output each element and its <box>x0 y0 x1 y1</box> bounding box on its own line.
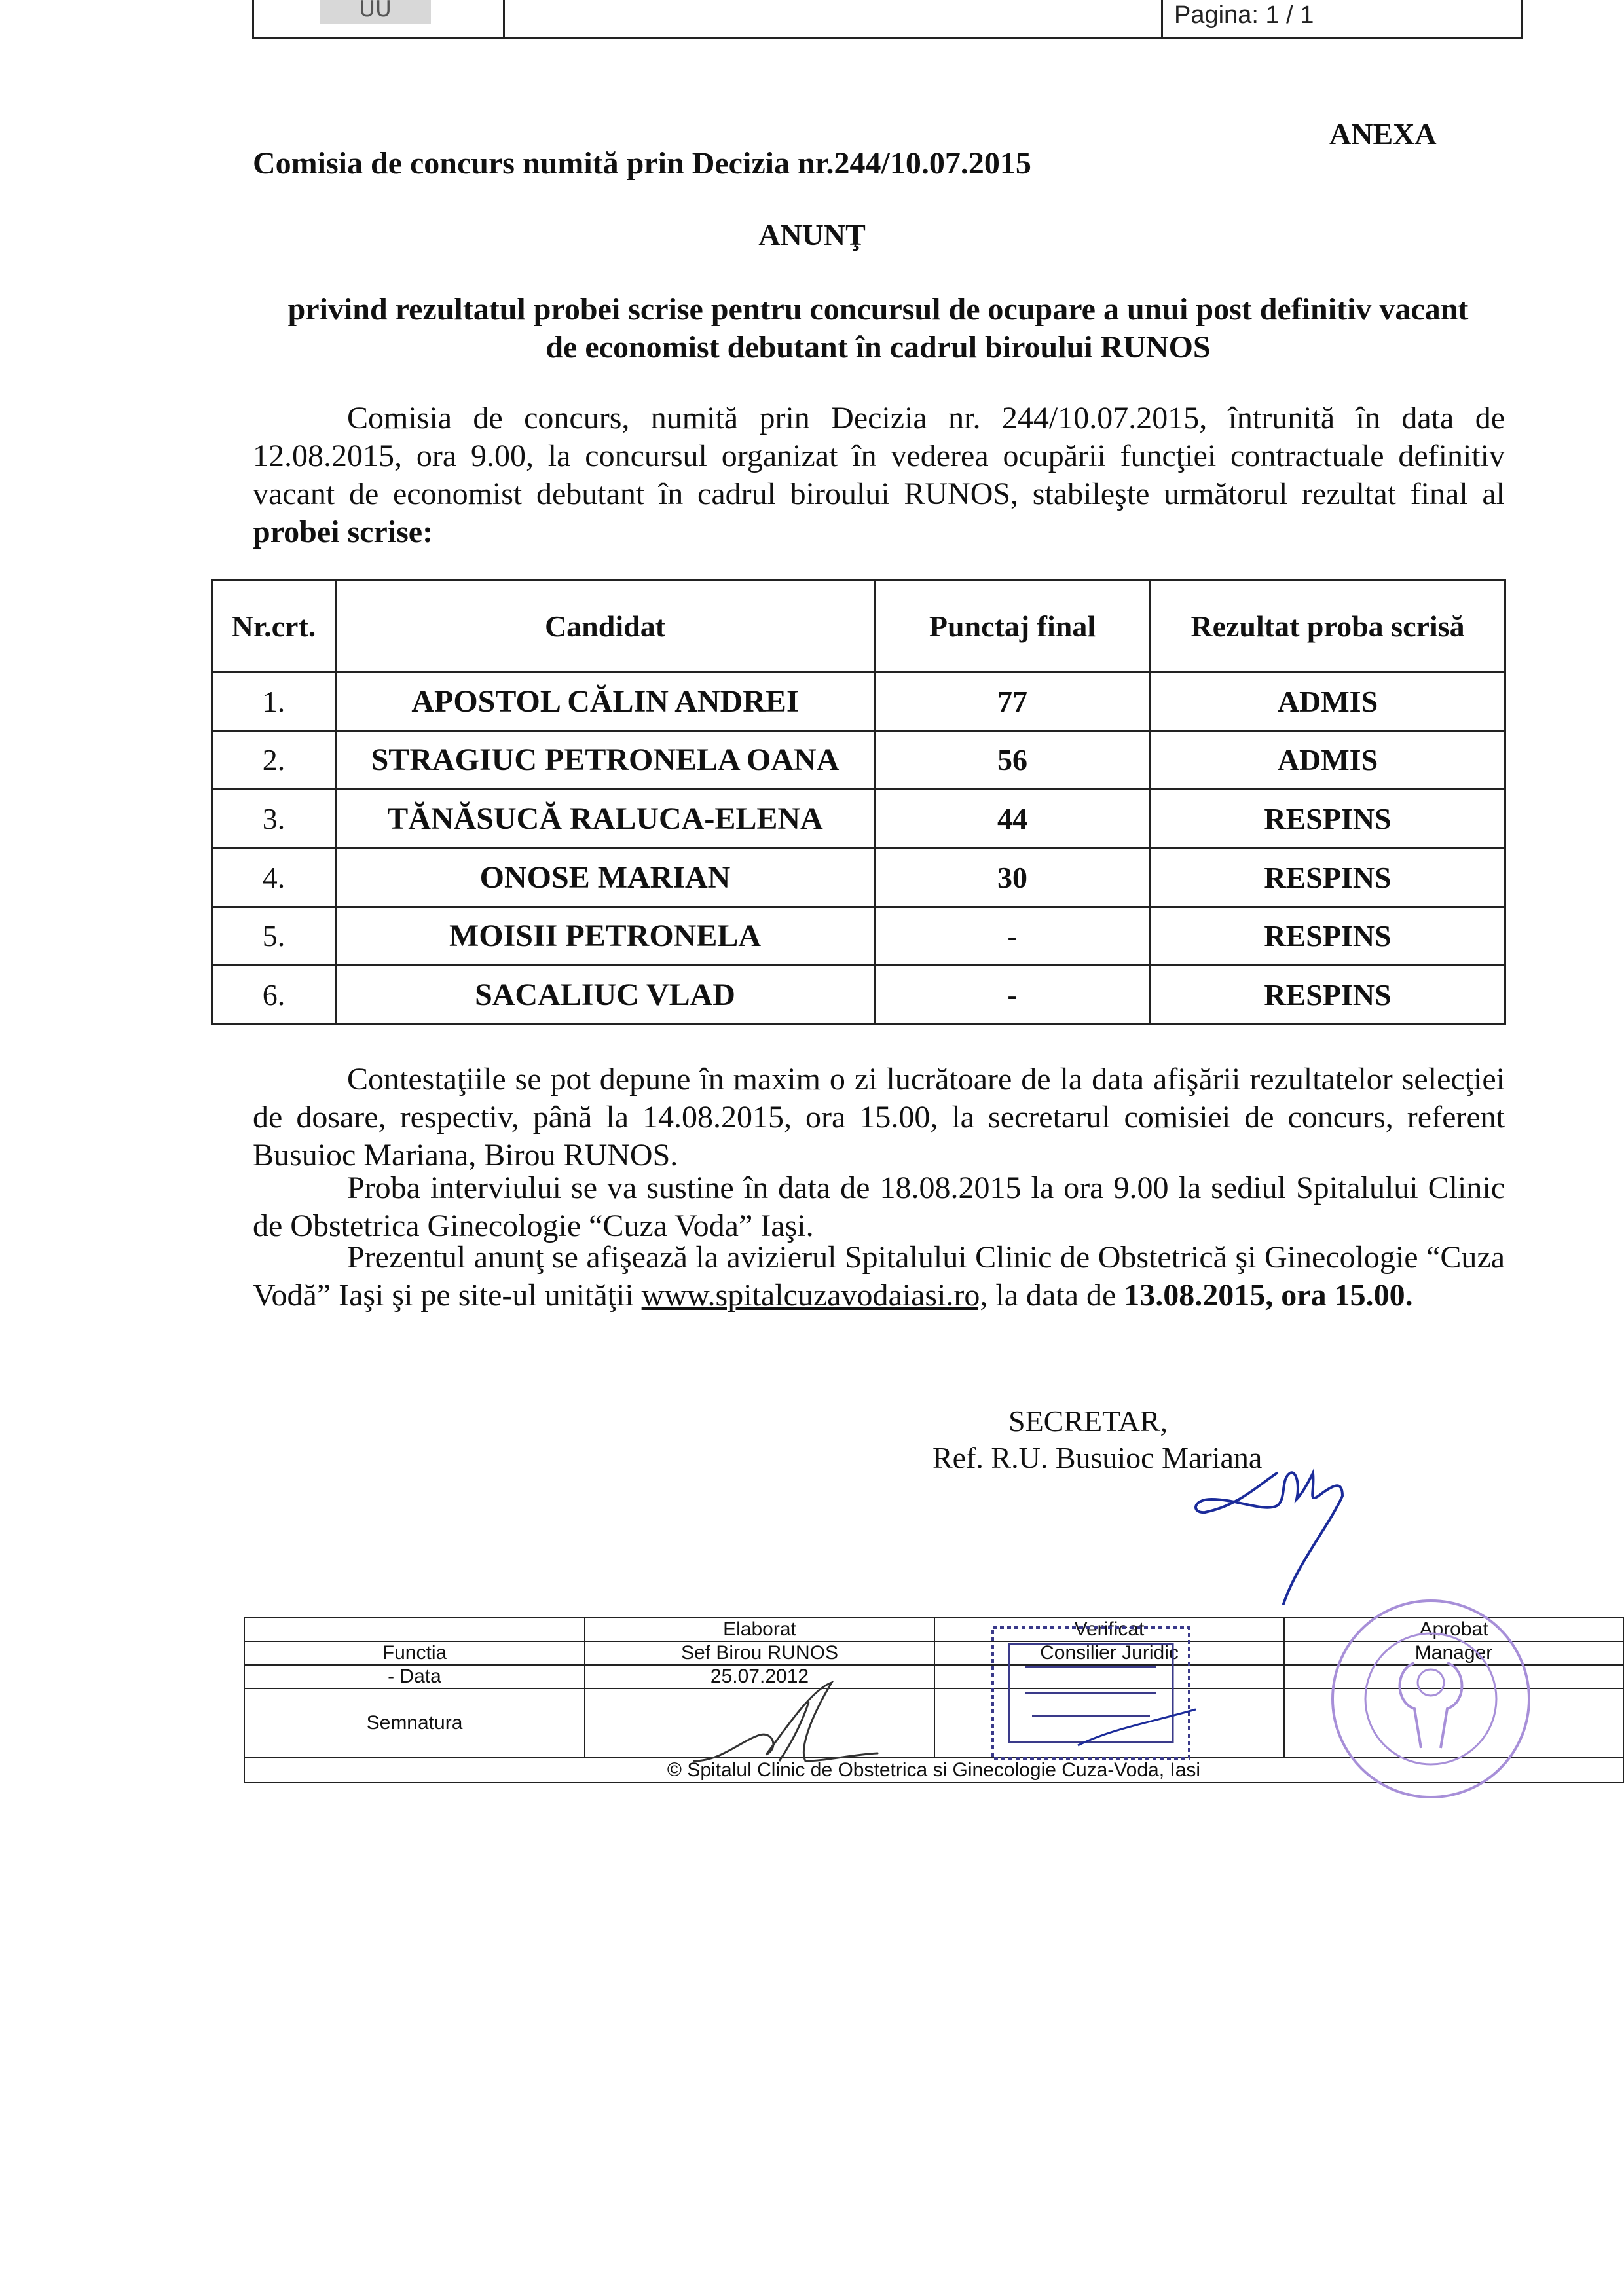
cell-candidate: SACALIUC VLAD <box>336 966 875 1025</box>
table-header-row <box>212 580 1505 672</box>
elaborat-signature <box>681 1663 891 1781</box>
footer-verificat-functia: Consilier Juridic <box>934 1641 1284 1665</box>
cell-candidate: ONOSE MARIAN <box>336 848 875 907</box>
cell-nr: 1. <box>212 672 336 731</box>
header-strip <box>252 0 1523 39</box>
column-header-result: Rezultat proba scrisă <box>1151 580 1505 672</box>
footer-col-aprobat: Aprobat <box>1284 1618 1623 1641</box>
cell-result: ADMIS <box>1151 672 1505 731</box>
cell-score: - <box>875 907 1151 966</box>
posting-date: 13.08.2015, ora 15.00. <box>1124 1278 1413 1313</box>
website-link[interactable]: www.spitalcuzavodaiasi.ro, <box>641 1278 988 1313</box>
cell-score: 44 <box>875 790 1151 848</box>
legal-stamp-icon <box>980 1588 1202 1791</box>
secretary-name: Ref. R.U. Busuioc Mariana <box>932 1441 1263 1474</box>
cell-result: RESPINS <box>1151 907 1505 966</box>
cell-score: 30 <box>875 848 1151 907</box>
document-subject <box>253 291 1504 367</box>
document-heading: ANUNŢ <box>758 218 866 251</box>
footer-col-elaborat: Elaborat <box>585 1618 934 1641</box>
subject-line-2: de economist debutant în cadrul biroului RUNOS <box>545 330 1211 365</box>
cell-result: ADMIS <box>1151 731 1505 790</box>
footer-row-semnatura: Semnatura <box>244 1688 585 1758</box>
cell-nr: 2. <box>212 731 336 790</box>
contest-paragraph: Contestaţiile se pot depune în maxim o zi lucrătoare de la data afişării rezultatelor selecţiei de dosare, respectiv, până la 14.08.2015, ora 15.00, la secretarul comisiei de concurs, referent Busuioc Mariana, Birou RUNOS. <box>253 1062 1505 1173</box>
header-logo: UU <box>320 0 431 24</box>
annex-label: ANEXA <box>1329 117 1437 151</box>
footer-col-verificat: Verificat <box>934 1618 1284 1641</box>
cell-nr: 6. <box>212 966 336 1025</box>
header-divider <box>503 0 505 37</box>
header-divider <box>1161 0 1163 37</box>
cell-score: 56 <box>875 731 1151 790</box>
intro-bold-text: probei scrise: <box>253 515 434 549</box>
cell-nr: 5. <box>212 907 336 966</box>
posting-paragraph <box>253 1239 1505 1315</box>
posting-text: Prezentul anunţ se afişează la avizierul Spitalului Clinic de Obstetrică şi Ginecologie “Cuza Vodă” Iaşi şi pe site-ul unităţii <box>253 1240 1505 1313</box>
table-row <box>212 731 1505 790</box>
table-row <box>212 848 1505 907</box>
table-row <box>212 672 1505 731</box>
footer-elaborat-functia: Sef Birou RUNOS <box>585 1641 934 1665</box>
footer-empty-cell <box>244 1618 585 1641</box>
intro-text: Comisia de concurs, numită prin Decizia nr. 244/10.07.2015, întrunită în data de 12.08.2015, ora 9.00, la concursul organizat în vederea ocupării funcţiei contractuale definitiv vacant de economist debutant în cadrul biroului RUNOS, stabileşte următorul rezultat final al <box>253 401 1505 511</box>
cell-score: 77 <box>875 672 1151 731</box>
footer-elaborat-data: 25.07.2012 <box>585 1665 934 1688</box>
table-row <box>212 790 1505 848</box>
interview-paragraph: Proba interviului se va sustine în data de 18.08.2015 la ora 9.00 la sediul Spitalului Clinic de Obstetrica Ginecologie “Cuza Voda” Iaşi. <box>253 1171 1505 1243</box>
footer-aprobat-functia: Manager <box>1284 1641 1623 1665</box>
column-header-score: Punctaj final <box>875 580 1151 672</box>
cell-candidate: APOSTOL CĂLIN ANDREI <box>336 672 875 731</box>
hospital-seal-icon <box>1323 1591 1539 1807</box>
column-header-nr: Nr.crt. <box>212 580 336 672</box>
cell-result: RESPINS <box>1151 966 1505 1025</box>
footer-row-functia: Functia <box>244 1641 585 1665</box>
cell-candidate: STRAGIUC PETRONELA OANA <box>336 731 875 790</box>
table-row <box>212 966 1505 1025</box>
secretary-title: SECRETAR, <box>1008 1404 1168 1438</box>
page-number: Pagina: 1 / 1 <box>1174 1 1314 29</box>
column-header-candidate: Candidat <box>336 580 875 672</box>
cell-nr: 4. <box>212 848 336 907</box>
committee-title: Comisia de concurs numită prin Decizia nr.244/10.07.2015 <box>253 146 1031 181</box>
cell-result: RESPINS <box>1151 848 1505 907</box>
footer-copyright: © Spitalul Clinic de Obstetrica si Ginecologie Cuza-Voda, Iasi <box>244 1758 1623 1783</box>
footer-row-data: - Data <box>244 1665 585 1688</box>
cell-score: - <box>875 966 1151 1025</box>
cell-result: RESPINS <box>1151 790 1505 848</box>
subject-line-1: privind rezultatul probei scrise pentru concursul de ocupare a unui post definitiv vacant <box>287 292 1469 327</box>
posting-text-after: la data de <box>987 1278 1124 1313</box>
cell-candidate: TĂNĂSUCĂ RALUCA-ELENA <box>336 790 875 848</box>
cell-candidate: MOISII PETRONELA <box>336 907 875 966</box>
cell-nr: 3. <box>212 790 336 848</box>
intro-paragraph <box>253 399 1505 551</box>
results-table <box>211 579 1506 1025</box>
table-row <box>212 907 1505 966</box>
